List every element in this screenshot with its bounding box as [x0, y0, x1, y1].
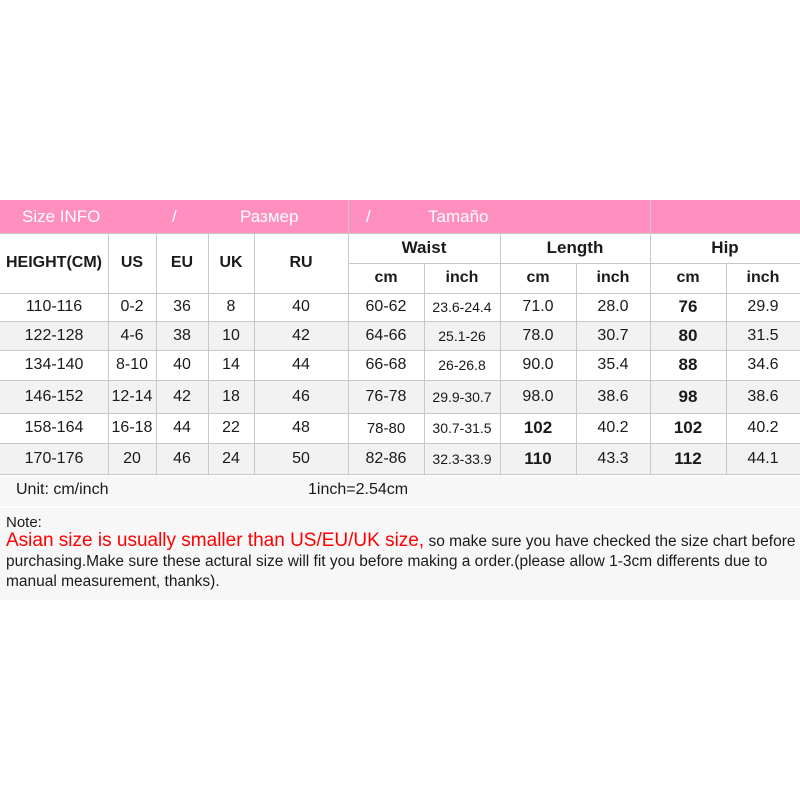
cell-eu: 38 — [173, 326, 191, 344]
cell-waist-cm: 82-86 — [365, 449, 407, 467]
subheader-hip-cm: cm — [676, 269, 700, 286]
cell-len-in: 30.7 — [597, 326, 629, 344]
cell-us: 16-18 — [111, 419, 153, 436]
title-razmer: Размер — [240, 207, 299, 226]
cell-ru: 50 — [292, 449, 310, 467]
cell-len-cm: 110 — [524, 448, 552, 468]
cell-eu: 36 — [173, 298, 191, 315]
cell-waist-cm: 64-66 — [365, 326, 407, 344]
cell-height: 134-140 — [24, 356, 84, 373]
cell-waist-cm: 66-68 — [365, 356, 407, 373]
column-header-height: HEIGHT(CM) — [6, 254, 102, 271]
cell-eu: 42 — [173, 387, 191, 405]
cell-uk: 10 — [222, 326, 240, 344]
subheader-length-cm: cm — [526, 269, 550, 286]
cell-hip-cm: 98 — [678, 386, 698, 406]
note-body: so make sure you have checked the size chart before purchasing.Make sure these actural size will fit you before making a order.(please allow 1-3cm differents due to manual measurement, thanks). — [6, 533, 796, 590]
cell-eu: 46 — [173, 449, 191, 467]
cell-len-in: 43.3 — [597, 449, 629, 467]
cell-us: 8-10 — [115, 356, 149, 373]
cell-len-in: 28.0 — [597, 298, 629, 315]
cell-hip-in: 31.5 — [747, 326, 779, 344]
unit-label: Unit: cm/inch — [16, 481, 109, 498]
cell-hip-cm: 112 — [674, 448, 702, 468]
cell-len-in: 40.2 — [597, 419, 629, 436]
cell-uk: 14 — [222, 356, 240, 373]
cell-ru: 46 — [292, 387, 310, 405]
column-header-waist: Waist — [401, 238, 447, 257]
cell-waist-cm: 76-78 — [365, 387, 407, 405]
subheader-waist-cm: cm — [374, 269, 398, 286]
cell-hip-cm: 80 — [678, 325, 698, 345]
cell-uk: 8 — [226, 298, 236, 315]
column-header-hip: Hip — [711, 238, 739, 257]
cell-ru: 42 — [292, 326, 310, 344]
unit-conversion: 1inch=2.54cm — [308, 481, 409, 498]
cell-us: 4-6 — [120, 326, 144, 344]
cell-len-in: 35.4 — [597, 356, 629, 373]
cell-len-cm: 98.0 — [522, 387, 554, 405]
cell-len-cm: 78.0 — [522, 326, 554, 344]
cell-waist-in: 30.7-31.5 — [432, 420, 492, 436]
cell-hip-cm: 88 — [678, 355, 698, 374]
cell-waist-in: 32.3-33.9 — [432, 450, 492, 467]
cell-uk: 24 — [222, 449, 240, 467]
size-chart — [0, 200, 800, 600]
cell-waist-in: 29.9-30.7 — [432, 388, 492, 405]
subheader-hip-inch: inch — [746, 269, 780, 286]
cell-len-cm: 71.0 — [522, 298, 554, 315]
cell-eu: 44 — [173, 419, 191, 436]
title-separator: / — [172, 207, 177, 226]
cell-hip-cm: 102 — [673, 418, 703, 437]
cell-waist-cm: 60-62 — [365, 298, 407, 315]
title-tamano: Tamaño — [428, 207, 489, 226]
cell-hip-in: 34.6 — [747, 356, 779, 373]
cell-hip-cm: 76 — [678, 297, 698, 316]
title-bar — [0, 200, 800, 233]
cell-height: 122-128 — [24, 326, 84, 344]
cell-hip-in: 40.2 — [747, 419, 779, 436]
cell-us: 0-2 — [120, 298, 144, 315]
subheader-length-inch: inch — [596, 269, 630, 286]
cell-waist-in: 25.1-26 — [438, 327, 486, 344]
cell-eu: 40 — [173, 356, 191, 373]
cell-height: 170-176 — [24, 449, 84, 467]
cell-height: 110-116 — [25, 298, 83, 315]
title-separator: / — [366, 207, 371, 226]
column-header-length: Length — [546, 238, 604, 257]
cell-uk: 18 — [222, 387, 240, 405]
unit-row — [0, 476, 800, 506]
cell-len-in: 38.6 — [597, 387, 629, 405]
cell-height: 146-152 — [24, 387, 84, 405]
cell-len-cm: 90.0 — [522, 356, 554, 373]
column-header-us: US — [120, 254, 144, 271]
cell-hip-in: 38.6 — [747, 387, 779, 405]
cell-ru: 48 — [292, 419, 310, 436]
cell-height: 158-164 — [24, 419, 84, 436]
cell-hip-in: 29.9 — [747, 298, 779, 315]
title-size-info: Size INFO — [22, 207, 101, 226]
note-warning: Asian size is usually smaller than US/EU/UK size, — [6, 530, 425, 551]
column-header-ru: RU — [289, 254, 313, 271]
subheader-waist-inch: inch — [445, 269, 479, 286]
cell-ru: 40 — [292, 298, 310, 315]
cell-us: 12-14 — [111, 387, 153, 405]
cell-ru: 44 — [292, 356, 310, 373]
cell-waist-cm: 78-80 — [348, 413, 424, 443]
cell-hip-in: 44.1 — [747, 449, 779, 467]
column-header-eu: EU — [170, 254, 194, 271]
note-text — [6, 531, 796, 592]
cell-waist-in: 23.6-24.4 — [432, 299, 492, 315]
cell-waist-in: 26-26.8 — [438, 357, 486, 373]
cell-us: 20 — [123, 449, 141, 467]
cell-len-cm: 102 — [523, 418, 553, 437]
note-label: Note: — [6, 514, 42, 531]
cell-uk: 22 — [222, 419, 240, 436]
column-header-uk: UK — [219, 254, 243, 271]
